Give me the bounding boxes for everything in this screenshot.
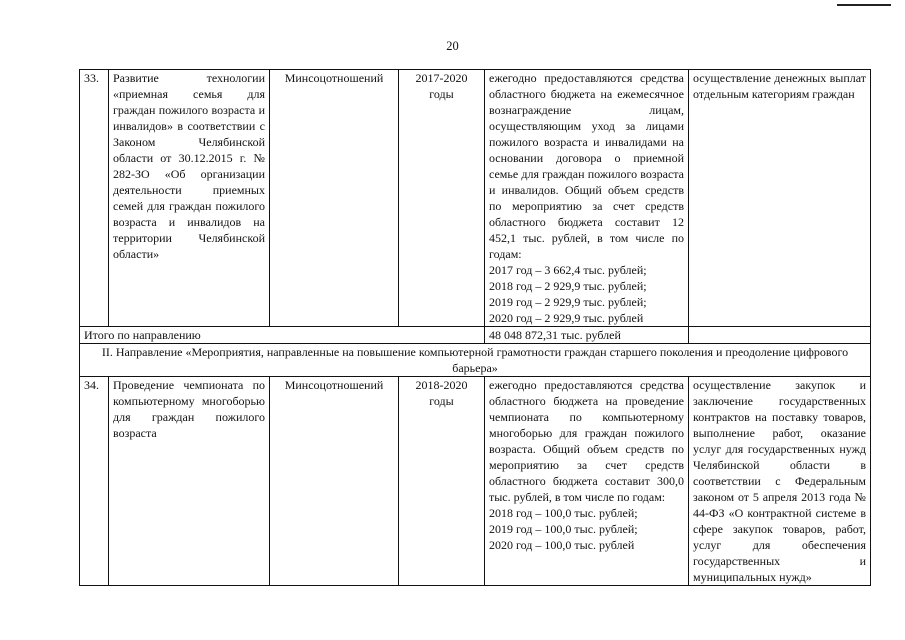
financing-cell <box>485 377 689 586</box>
table-row <box>80 377 871 586</box>
total-empty <box>689 327 871 344</box>
financing-year: 2020 год – 100,0 тыс. рублей <box>489 538 635 552</box>
financing-year: 2019 год – 2 929,9 тыс. рублей; <box>489 295 647 309</box>
term: 2017-2020 годы <box>399 70 485 327</box>
expected-result: осуществление закупок и заключение государственных контрактов на поставку товаров, выполнение работ, оказание услуг для государственных нужд Челябинской области в соответствии с Федеральным законом от 5 апреля 2013 года № 44-ФЗ «О контрактной системе в сфере закупок товаров, работ, услуг для обеспечения государственных и муниципальных нужд» <box>689 377 871 586</box>
program-table <box>79 69 871 586</box>
financing-cell <box>485 70 689 327</box>
section-title: II. Направление «Мероприятия, направленные на повышение компьютерной грамотности граждан старшего поколения и преодоление цифрового барьера» <box>80 344 871 377</box>
executor: Минсоцотношений <box>270 377 399 586</box>
financing-year: 2018 год – 100,0 тыс. рублей; <box>489 506 638 520</box>
financing-year: 2017 год – 3 662,4 тыс. рублей; <box>489 263 647 277</box>
financing-description: ежегодно предоставляются средства областного бюджета на ежемесячное вознаграждение лицам, осуществляющим уход за лицами пожилого возраста и инвалидами на основании договора о приемной семье для граждан пожилого возраста и инвалидов. Общий объем средств по мероприятию за счет средств областного бюджета составит 12 452,1 тыс. рублей, в том числе по годам: <box>489 71 684 261</box>
page-number: 20 <box>446 39 459 53</box>
financing-year: 2020 год – 2 929,9 тыс. рублей <box>489 311 644 325</box>
financing-year: 2019 год – 100,0 тыс. рублей; <box>489 522 638 536</box>
total-row <box>80 327 871 344</box>
total-label: Итого по направлению <box>80 327 485 344</box>
term: 2018-2020 годы <box>399 377 485 586</box>
financing-year: 2018 год – 2 929,9 тыс. рублей; <box>489 279 647 293</box>
total-value: 48 048 872,31 тыс. рублей <box>485 327 689 344</box>
section-row <box>80 344 871 377</box>
activity-name: Проведение чемпионата по компьютерному многоборью для граждан пожилого возраста <box>109 377 270 586</box>
row-number: 34. <box>80 377 109 586</box>
table-row <box>80 70 871 327</box>
executor: Минсоцотношений <box>270 70 399 327</box>
expected-result: осуществление денежных выплат отдельным категориям граждан <box>689 70 871 327</box>
row-number: 33. <box>80 70 109 327</box>
header-rule <box>837 4 891 6</box>
financing-description: ежегодно предоставляются средства областного бюджета на проведение чемпионата по компьютерному многоборью для граждан пожилого возраста. Общий объем средств по мероприятию за счет средств областного бюджета составит 300,0 тыс. рублей, в том числе по годам: <box>489 378 684 504</box>
activity-name: Развитие технологии «приемная семья для граждан пожилого возраста и инвалидов» в соответствии с Законом Челябинской области от 30.12.2015 г. № 282-ЗО «Об организации деятельности приемных семей для граждан пожилого возраста и инвалидов на территории Челябинской области» <box>109 70 270 327</box>
